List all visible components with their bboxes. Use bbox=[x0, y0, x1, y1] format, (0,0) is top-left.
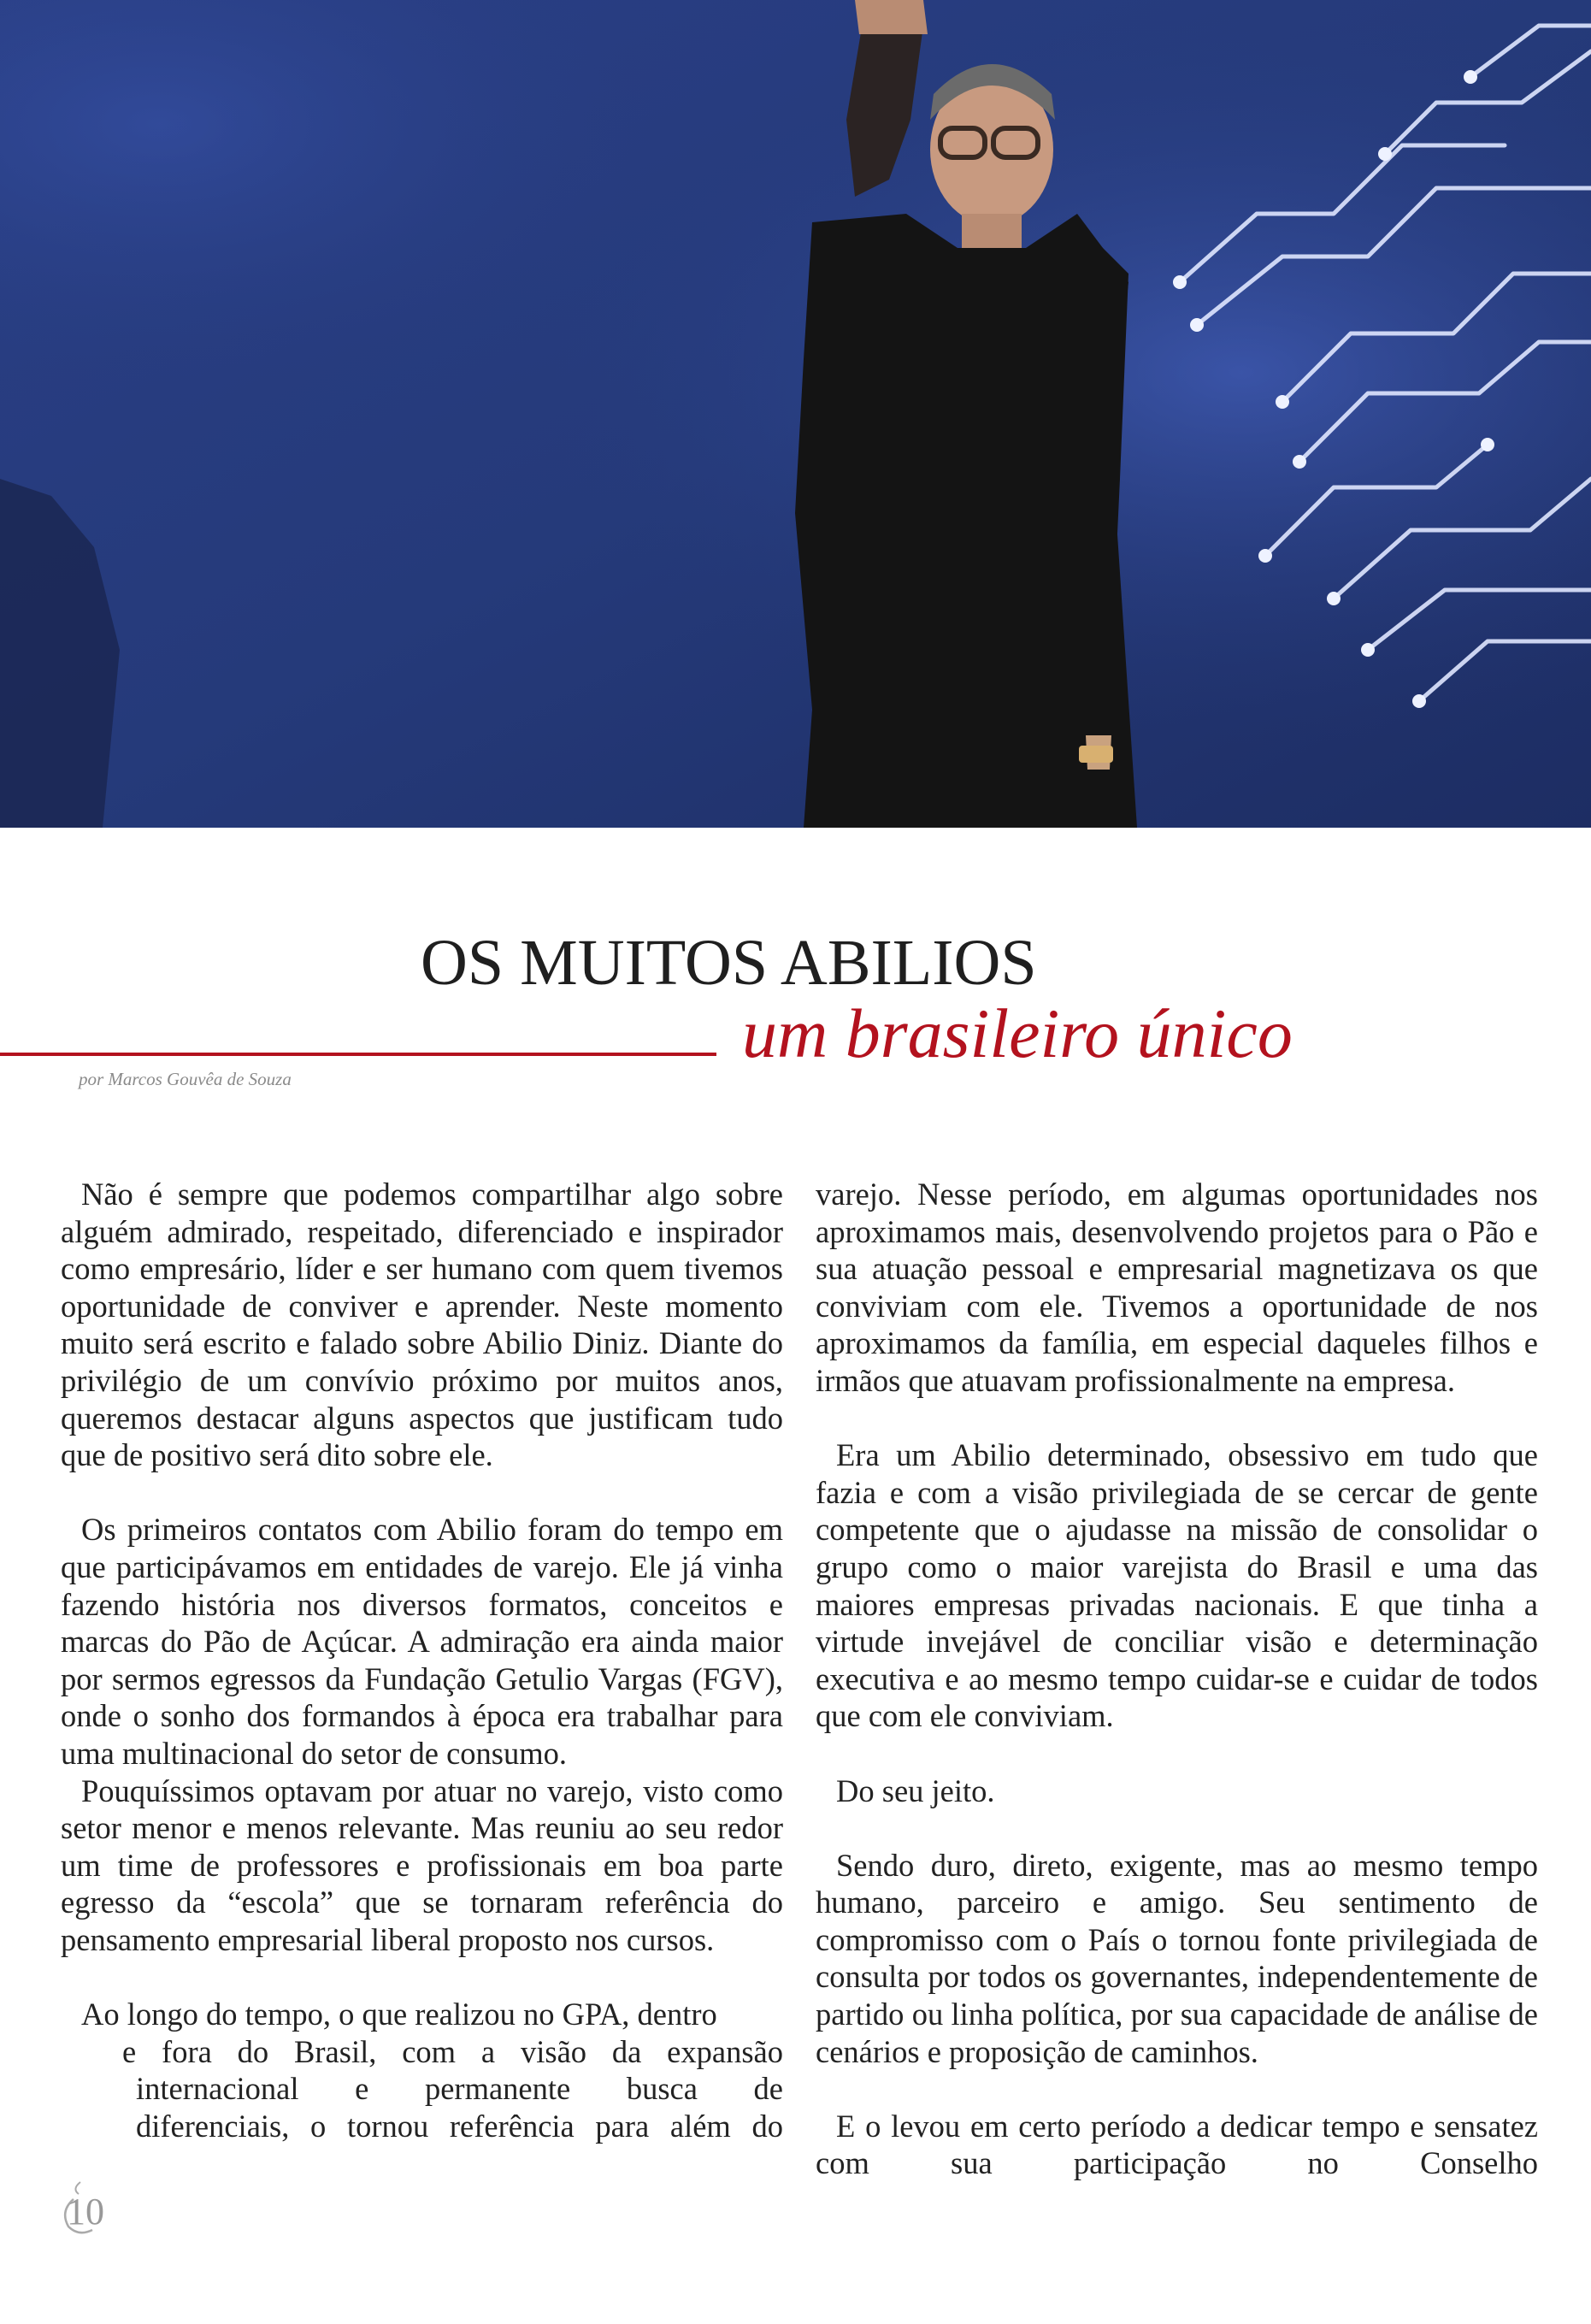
article-subtitle: um brasileiro único bbox=[742, 994, 1293, 1072]
right-paragraph-3: Do seu jeito. bbox=[836, 1772, 995, 1808]
left-paragraph-1: Não é sempre que podemos compartilhar algo sobre alguém admirado, respeitado, diferenciado e inspirador como empresário, líder e ser humano com quem tivemos oportunidade de conviver e aprender. Neste momento muito será escrito e falado sobre Abilio Diniz. Diante do privilégio de um convívio próximo por muitos anos, queremos destacar alguns aspectos que justificam tudo que de positivo será dito sobre ele. bbox=[61, 1177, 783, 1473]
page-number: 10 bbox=[67, 2191, 104, 2233]
right-paragraph-5: E o levou em certo período a dedicar tempo e sensatez com sua participação no Conselho bbox=[816, 2108, 1538, 2181]
hero-photo bbox=[0, 0, 1591, 828]
right-paragraph-4: Sendo duro, direto, exigente, mas ao mesmo tempo humano, parceiro e amigo. Seu sentimento de compromisso com o País o tornou fonte privilegiada de consulta por todos os governantes, independentemente de partido ou linha política, por sua capacidade de análise de cenários e proposição de caminhos. bbox=[816, 1847, 1538, 2069]
right-paragraph-1: varejo. Nesse período, em algumas oportunidades nos aproximamos mais, desenvolvendo projetos para o Pão e sua atuação pessoal e empresarial magnetizava os que conviviam com ele. Tivemos a oportunidade de nos aproximamos da família, em especial daqueles filhos e irmãos que atuavam profissionalmente na empresa. bbox=[816, 1177, 1538, 1398]
title-divider bbox=[0, 1053, 716, 1056]
left-paragraph-4 bbox=[61, 1996, 783, 2144]
right-paragraph-2: Era um Abilio determinado, obsessivo em tudo que fazia e com a visão privilegiada de se cercar de gente competente que o ajudasse na missão de consolidar o grupo como o maior varejista do Brasil e uma das maiores empresas privadas nacionais. E que tinha a virtude invejável de conciliar visão e determinação executiva e ao mesmo tempo cuidar-se e cuidar de todos que com ele conviviam. bbox=[816, 1437, 1538, 1734]
left-paragraph-4-line-2: e fora do Brasil, com a visão da expansão bbox=[122, 2033, 783, 2069]
byline: por Marcos Gouvêa de Souza bbox=[79, 1069, 292, 1089]
right-column bbox=[816, 1176, 1538, 2182]
left-column bbox=[61, 1176, 783, 2144]
article-title: OS MUITOS ABILIOS bbox=[421, 927, 1037, 999]
left-paragraph-3: Pouquíssimos optavam por atuar no varejo, visto como setor menor e menos relevante. Mas reuniu ao seu redor um time de professores e profissionais em boa parte egresso da “escola” que se tornaram referência do pensamento empresarial liberal proposto nos cursos. bbox=[61, 1772, 783, 1957]
left-paragraph-4-line-3: internacional e permanente busca de bbox=[136, 2071, 783, 2107]
left-paragraph-2: Os primeiros contatos com Abilio foram do tempo em que participávamos em entidades de varejo. Ele já vinha fazendo história nos diversos formatos, conceitos e marcas do Pão de Açúcar. A admiração era ainda maior por sermos egressos da Fundação Getulio Vargas (FGV), onde o sonho dos formandos à época era trabalhar para uma multinacional do setor de consumo. bbox=[61, 1512, 783, 1771]
left-paragraph-4-line-1: Ao longo do tempo, o que realizou no GPA, dentro bbox=[81, 1997, 717, 2032]
left-paragraph-4-line-4: diferenciais, o tornou referência para além do bbox=[136, 2108, 783, 2144]
